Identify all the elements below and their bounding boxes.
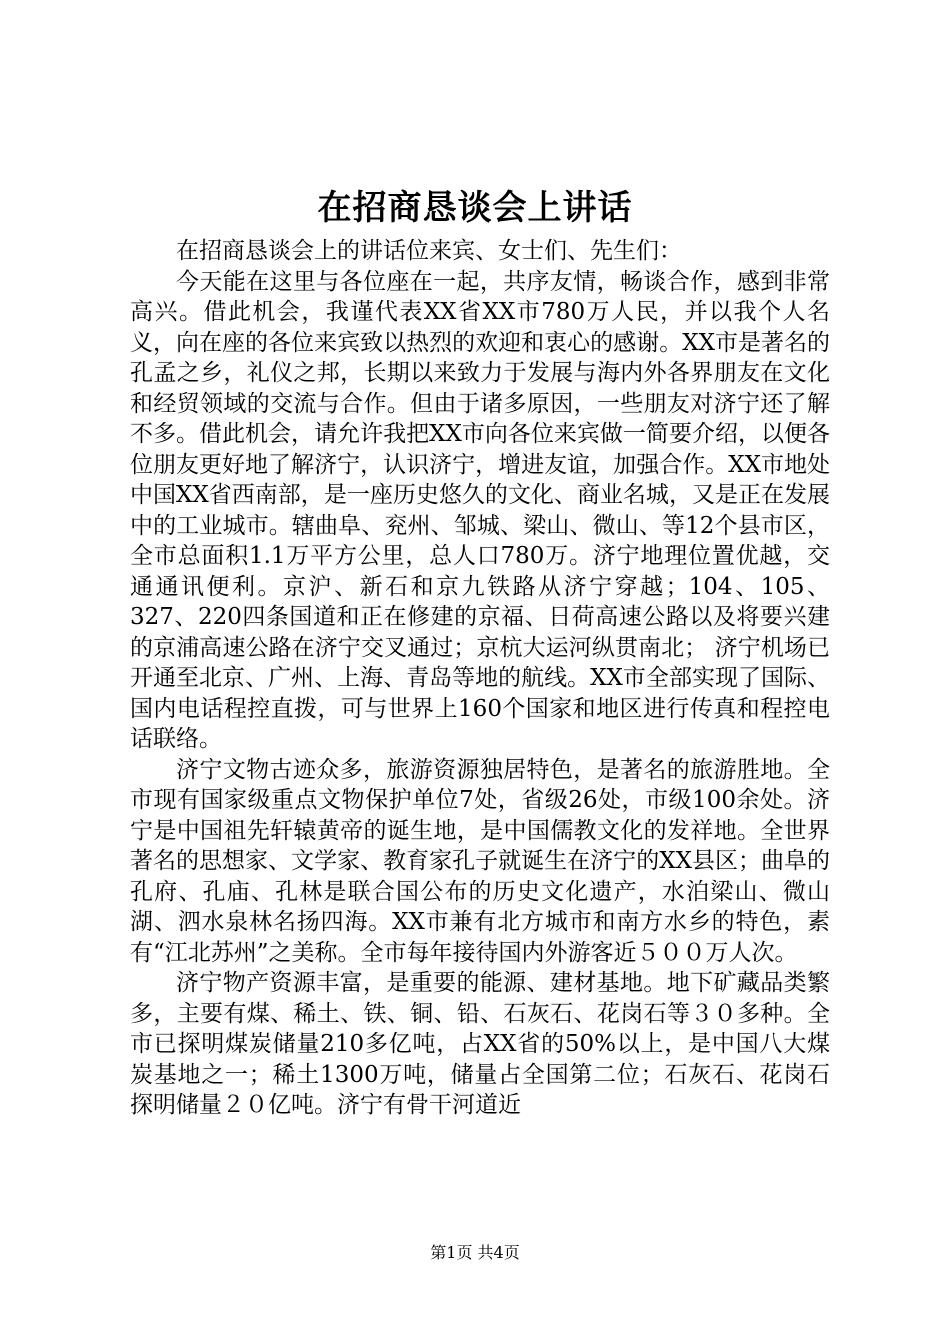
page-title: 在招商恳谈会上讲话 — [317, 188, 633, 228]
paragraph: 济宁物产资源丰富，是重要的能源、建材基地。地下矿藏品类繁多，主要有煤、稀土、铁、铜、铅、石灰石、花岗石等３０多种。全市已探明煤炭储量210多亿吨，占XX省的50%以上，是中国八大煤炭基地之一；稀土1300万吨，储量占全国第二位；石灰石、花岗石探明储量２０亿吨。济宁有骨干河道近 — [130, 970, 830, 1118]
paragraph-salutation: 在招商恳谈会上的讲话位来宾、女士们、先生们： — [176, 238, 682, 264]
paragraph: 今天能在这里与各位座在一起，共序友情，畅谈合作，感到非常高兴。借此机会，我谨代表XX省XX市780万人民，并以我个人名义，向在座的各位来宾致以热烈的欢迎和衷心的感谢。XX市是著名的孔孟之乡，礼仪之邦，长期以来致力于发展与海内外各界朋友在文化和经贸领域的交流与合作。但由于诸多原因，一些朋友对济宁还了解不多。借此机会，请允许我把XX市向各位来宾做一简要介绍，以便各位朋友更好地了解济宁，认识济宁，增进友谊，加强合作。XX市地处中国XX省西南部，是一座历史悠久的文化、商业名城，又是正在发展中的工业城市。辖曲阜、兖州、邹城、梁山、微山、等12个县市区，全市总面积1.1万平方公里，总人口780万。济宁地理位置优越，交通通讯便利。京沪、新石和京九铁路从济宁穿越；104、105、327、220四条国道和正在修建的京福、日荷高速公路以及将要兴建的京浦高速公路在济宁交叉通过；京杭大运河纵贯南北； 济宁机场已开通至北京、广州、上海、青岛等地的航线。XX市全部实现了国际、国内电话程控直拨，可与世界上160个国家和地区进行传真和程控电话联络。 — [130, 268, 830, 752]
paragraph: 济宁文物古迹众多，旅游资源独居特色，是著名的旅游胜地。全市现有国家级重点文物保护单位7处，省级26处，市级100余处。济宁是中国祖先轩辕黄帝的诞生地，是中国儒教文化的发祥地。全世界著名的思想家、文学家、教育家孔子就诞生在济宁的XX县区；曲阜的孔府、孔庙、孔林是联合国公布的历史文化遗产，水泊梁山、微山湖、泗水泉林名扬四海。XX市兼有北方城市和南方水乡的特色，素有“江北苏州”之美称。全市每年接待国内外游客近５００万人次。 — [130, 756, 830, 966]
page-number-footer: 第1页 共4页 — [430, 1243, 520, 1262]
document-body — [130, 236, 830, 1121]
